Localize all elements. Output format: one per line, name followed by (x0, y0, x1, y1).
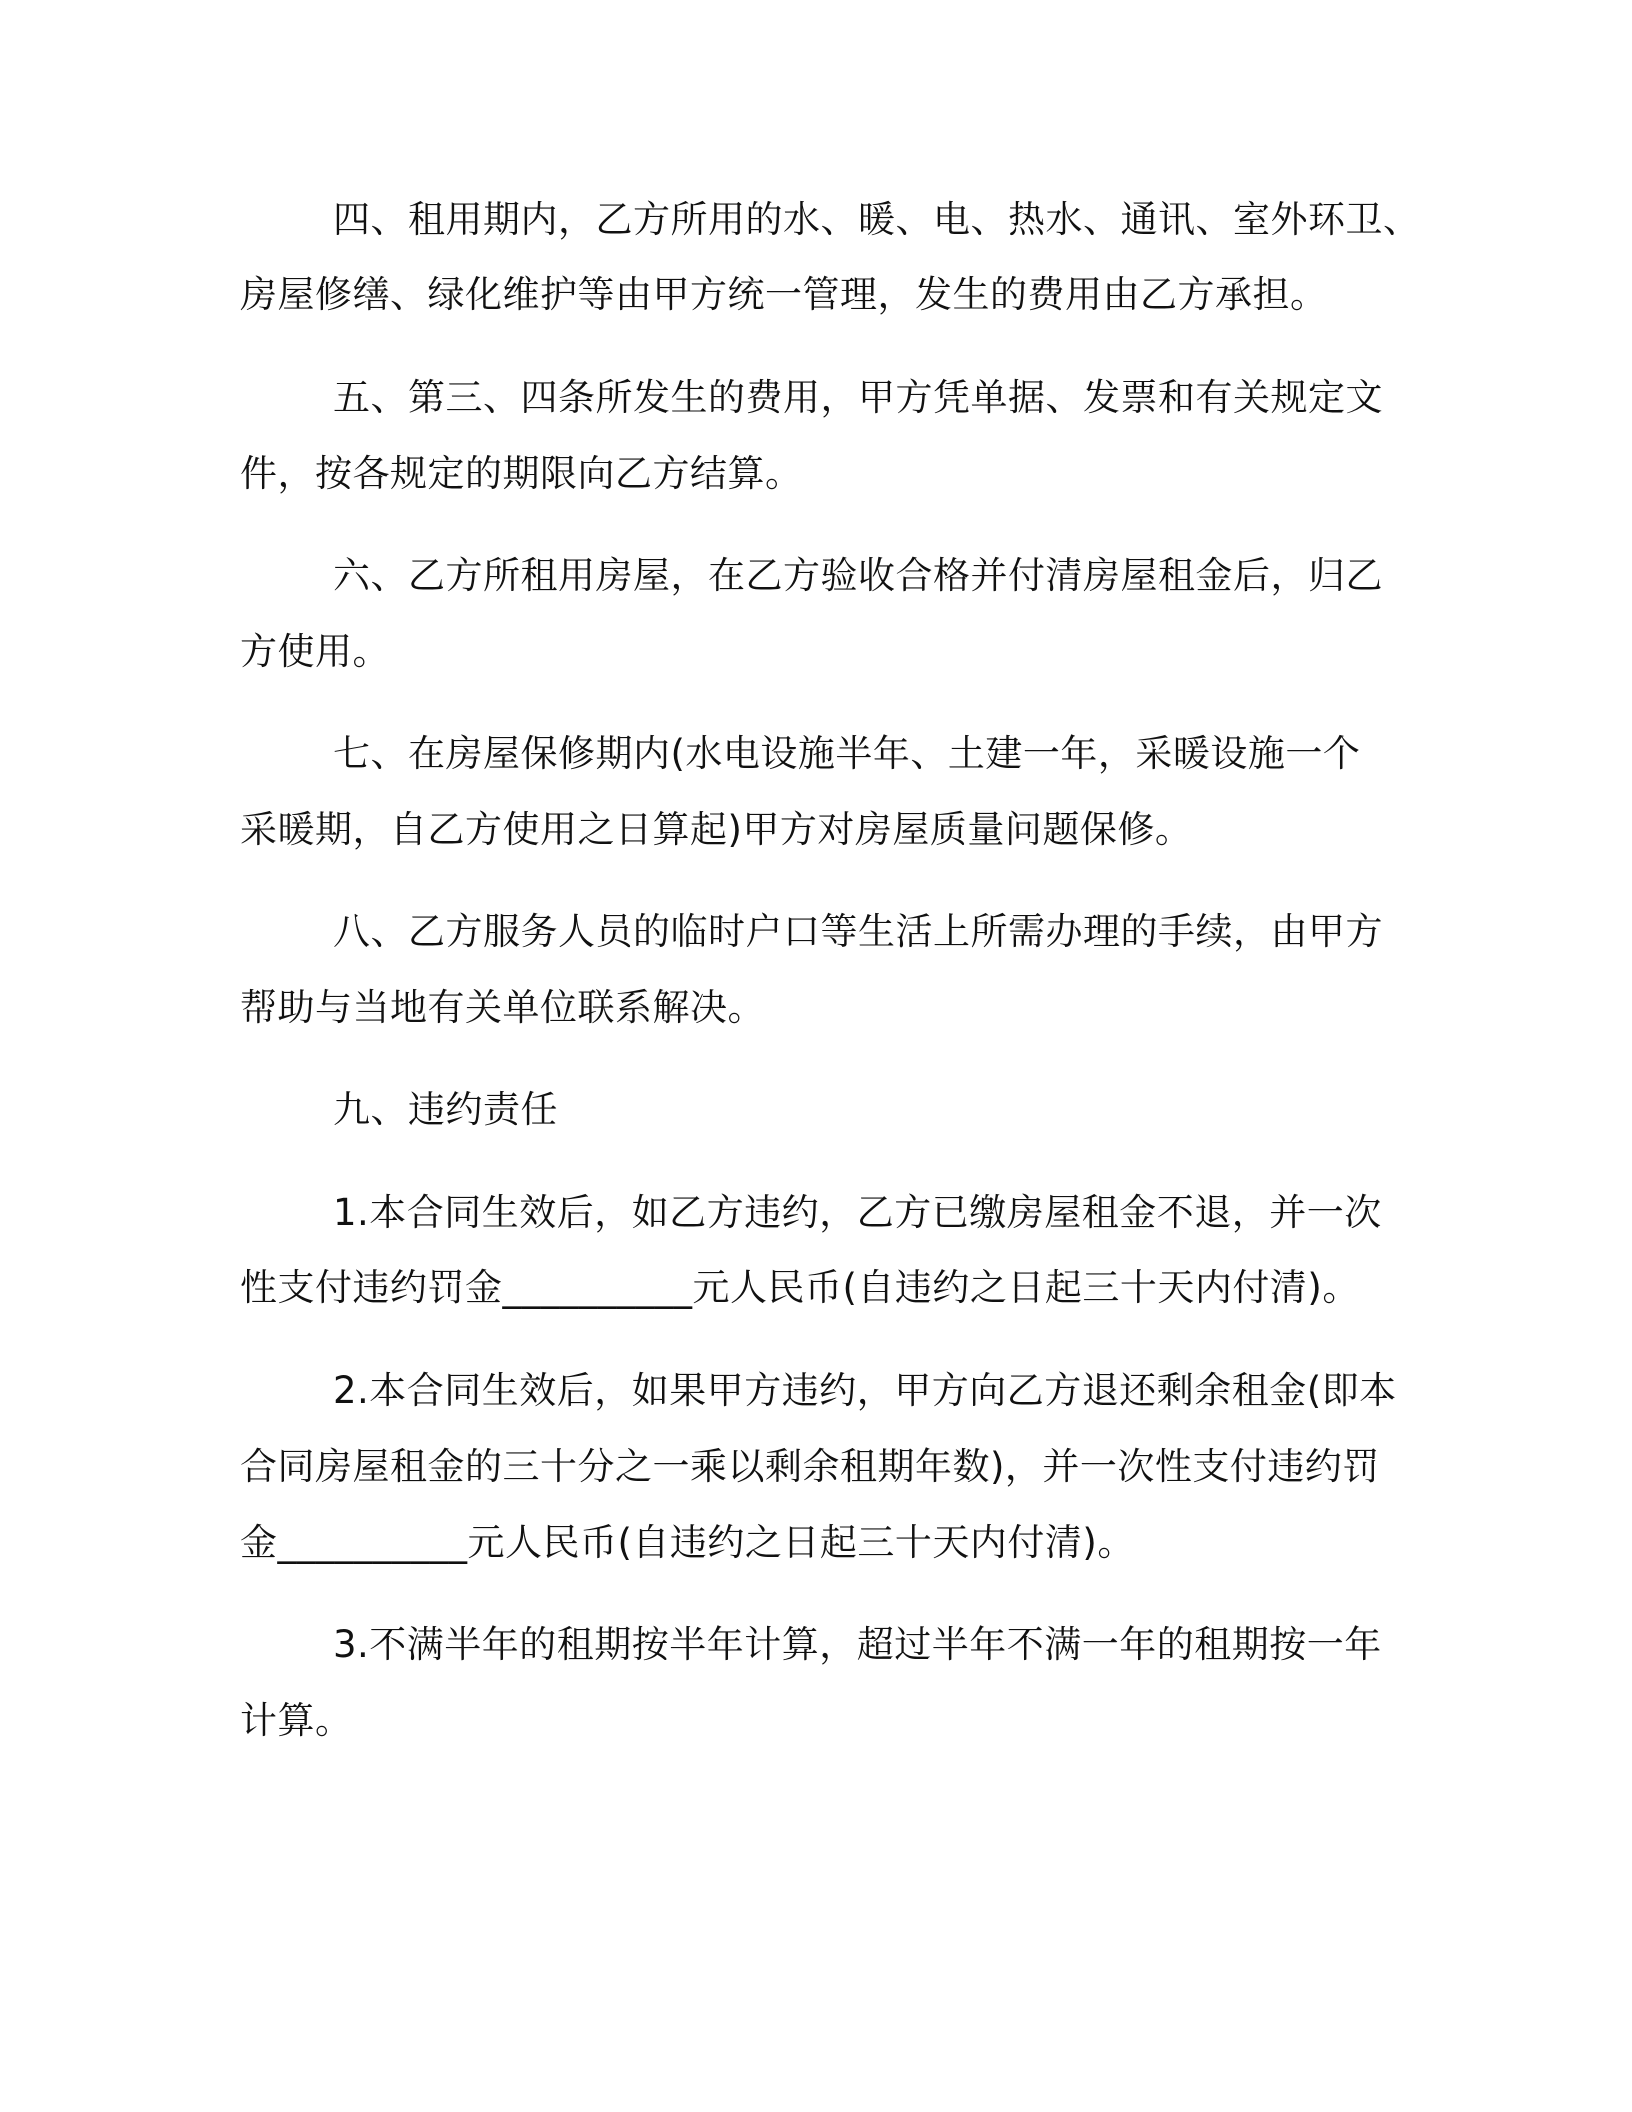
clause-6-line-2: 方使用。 (240, 630, 390, 673)
clause-4-line-2: 房屋修缮、绿化维护等由甲方统一管理，发生的费用由乙方承担。 (240, 273, 1328, 316)
clause-5-line-1: 五、第三、四条所发生的费用，甲方凭单据、发票和有关规定文 (333, 376, 1383, 419)
clause-9-heading: 九、违约责任 (333, 1088, 558, 1131)
clause-9-2-line-2: 合同房屋租金的三十分之一乘以剩余租期年数)，并一次性支付违约罚 (240, 1445, 1380, 1488)
clause-6-line-1: 六、乙方所租用房屋，在乙方验收合格并付清房屋租金后，归乙 (333, 554, 1383, 597)
clause-4-line-1: 四、租用期内，乙方所用的水、暖、电、热水、通讯、室外环卫、 (333, 198, 1421, 241)
clause-7-line-1: 七、在房屋保修期内(水电设施半年、土建一年，采暖设施一个 (333, 732, 1361, 775)
clause-8-line-2: 帮助与当地有关单位联系解决。 (240, 986, 765, 1029)
clause-5-line-2: 件，按各规定的期限向乙方结算。 (240, 452, 803, 495)
clause-9-3-line-2: 计算。 (240, 1699, 353, 1742)
clause-7-line-2: 采暖期，自乙方使用之日算起)甲方对房屋质量问题保修。 (240, 808, 1193, 851)
clause-9-2-line-1: 2.本合同生效后，如果甲方违约，甲方向乙方退还剩余租金(即本 (333, 1369, 1397, 1412)
clause-9-3-line-1: 3.不满半年的租期按半年计算，超过半年不满一年的租期按一年 (333, 1623, 1382, 1666)
clause-9-1-line-1: 1.本合同生效后，如乙方违约，乙方已缴房屋租金不退，并一次 (333, 1191, 1382, 1234)
clause-9-2-line-3: 金__________元人民币(自违约之日起三十天内付清)。 (240, 1521, 1135, 1564)
clause-9-1-line-2: 性支付违约罚金__________元人民币(自违约之日起三十天内付清)。 (240, 1266, 1360, 1309)
clause-8-line-1: 八、乙方服务人员的临时户口等生活上所需办理的手续，由甲方 (333, 910, 1383, 953)
